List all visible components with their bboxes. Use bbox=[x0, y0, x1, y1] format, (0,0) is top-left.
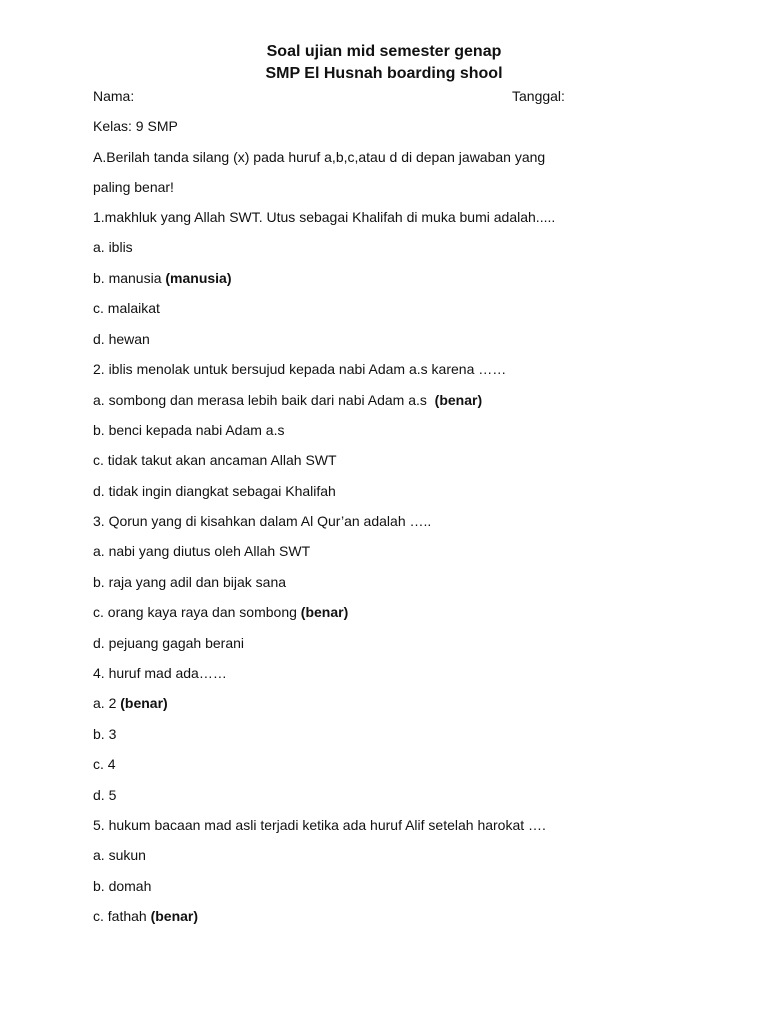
option-text: b. domah bbox=[93, 878, 152, 894]
question-5-option-b bbox=[93, 877, 151, 895]
question-2-option-c bbox=[93, 451, 337, 469]
answer-mark: (benar) bbox=[300, 604, 349, 620]
option-text: d. hewan bbox=[93, 331, 150, 347]
question-3-option-d bbox=[93, 634, 244, 652]
instruction-line-2: paling benar! bbox=[93, 179, 174, 195]
question-2-option-d bbox=[93, 482, 336, 500]
option-text: d. pejuang gagah berani bbox=[93, 635, 245, 651]
question-3-option-b bbox=[93, 573, 286, 591]
option-text: a. sukun bbox=[93, 847, 146, 863]
question-3-option-c bbox=[93, 603, 348, 621]
option-text: c. 4 bbox=[93, 756, 116, 772]
answer-mark: (manusia) bbox=[165, 270, 232, 286]
question-4-option-a bbox=[93, 694, 168, 712]
kelas-label: Kelas: 9 SMP bbox=[93, 118, 178, 134]
option-text: b. 3 bbox=[93, 726, 117, 742]
tanggal-label: Tanggal: bbox=[512, 88, 565, 104]
question-1-option-b bbox=[93, 269, 232, 287]
question-4-option-b bbox=[93, 725, 116, 743]
question-5-option-a bbox=[93, 846, 146, 864]
question-4-option-d bbox=[93, 786, 116, 804]
question-2: 2. iblis menolak untuk bersujud kepada nabi Adam a.s karena …… bbox=[93, 361, 507, 377]
option-text: c. fathah bbox=[93, 908, 151, 924]
option-text: a. iblis bbox=[93, 239, 133, 255]
question-1-option-a bbox=[93, 238, 133, 256]
school-name: SMP El Husnah boarding shool bbox=[265, 65, 503, 82]
question-5-option-c bbox=[93, 907, 198, 925]
answer-mark: (benar) bbox=[120, 695, 168, 711]
question-2-option-b bbox=[93, 421, 284, 439]
question-1-option-d bbox=[93, 330, 150, 348]
question-2-option-a bbox=[93, 391, 482, 409]
answer-mark: (benar) bbox=[434, 392, 483, 408]
question-4-option-c bbox=[93, 755, 116, 773]
option-text: d. tidak ingin diangkat sebagai Khalifah bbox=[93, 483, 336, 499]
option-text: b. manusia bbox=[93, 270, 166, 286]
question-3-option-a bbox=[93, 542, 310, 560]
instruction-line-1: A.Berilah tanda silang (x) pada huruf a,b,c,atau d di depan jawaban yang bbox=[93, 149, 546, 165]
question-5: 5. hukum bacaan mad asli terjadi ketika ada huruf Alif setelah harokat …. bbox=[93, 817, 546, 833]
question-1: 1.makhluk yang Allah SWT. Utus sebagai Khalifah di muka bumi adalah..... bbox=[93, 209, 556, 225]
option-text: a. nabi yang diutus oleh Allah SWT bbox=[93, 543, 311, 559]
option-text: a. sombong dan merasa lebih baik dari nabi Adam a.s bbox=[93, 392, 435, 408]
option-text: b. raja yang adil dan bijak sana bbox=[93, 574, 287, 590]
page-title: Soal ujian mid semester genap bbox=[266, 43, 502, 60]
option-text: d. 5 bbox=[93, 787, 117, 803]
answer-mark: (benar) bbox=[150, 908, 199, 924]
option-text: c. malaikat bbox=[93, 300, 160, 316]
question-1-option-c bbox=[93, 299, 160, 317]
question-4: 4. huruf mad ada…… bbox=[93, 665, 227, 681]
option-text: c. orang kaya raya dan sombong bbox=[93, 604, 301, 620]
question-3: 3. Qorun yang di kisahkan dalam Al Qur’an adalah ….. bbox=[93, 513, 432, 529]
option-text: a. 2 bbox=[93, 695, 121, 711]
option-text: c. tidak takut akan ancaman Allah SWT bbox=[93, 452, 337, 468]
nama-label: Nama: bbox=[93, 88, 135, 104]
option-text: b. benci kepada nabi Adam a.s bbox=[93, 422, 285, 438]
